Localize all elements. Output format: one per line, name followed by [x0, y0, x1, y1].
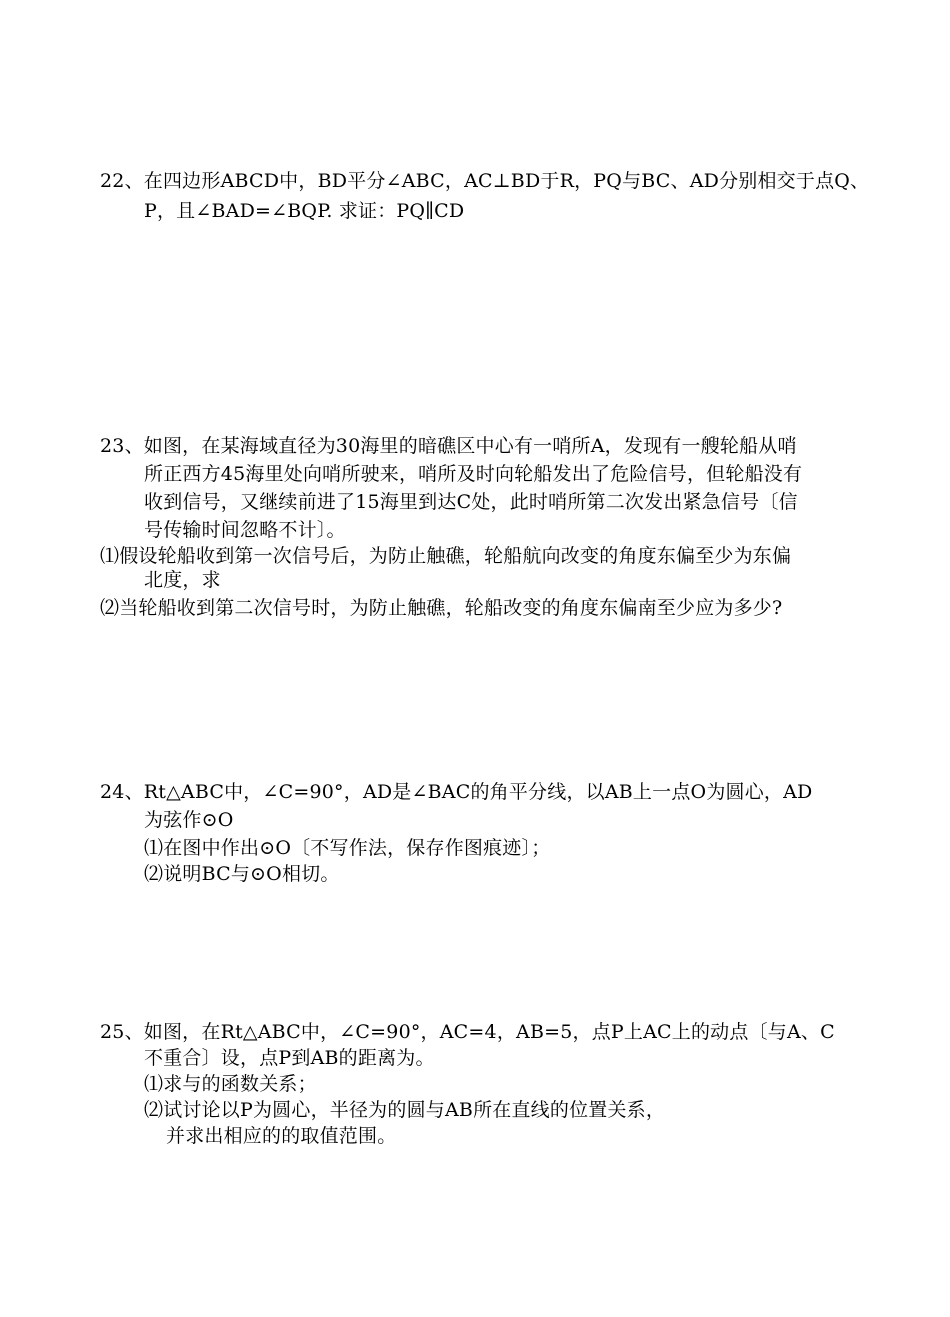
problem-23-line-4: 号传输时间忽略不计〕。: [144, 519, 346, 541]
problem-22-line-2: P，且∠BAD=∠BQP. 求证：PQ∥CD: [144, 200, 465, 222]
problem-25-part-1: ⑴求与的函数关系；: [144, 1073, 317, 1095]
problem-24-line-2: 为弦作⊙O: [144, 809, 234, 831]
problem-24-part-2: ⑵说明BC与⊙O相切。: [144, 863, 340, 885]
problem-22-line-1: 22、在四边形ABCD中，BD平分∠ABC，AC⊥BD于R，PQ与BC、AD分别相交于点Q、: [100, 170, 870, 192]
problem-23-part-1-cont: 北度，求: [144, 569, 221, 591]
problem-23-line-1: 23、如图，在某海域直径为30海里的暗礁区中心有一哨所A，发现有一艘轮船从哨: [100, 435, 797, 457]
problem-23-line-2: 所正西方45海里处向哨所驶来，哨所及时向轮船发出了危险信号，但轮船没有: [144, 463, 803, 485]
problem-25-line-1: 25、如图，在Rt△ABC中，∠C=90°，AC=4，AB=5，点P上AC上的动点〔与A、C: [100, 1021, 835, 1043]
problem-23-line-3: 收到信号，又继续前进了15海里到达C处，此时哨所第二次发出紧急信号〔信: [144, 491, 798, 513]
problem-23-part-1: ⑴假设轮船收到第一次信号后，为防止触礁，轮船航向改变的角度东偏至少为东偏: [100, 545, 792, 567]
problem-24-line-1: 24、Rt△ABC中，∠C=90°，AD是∠BAC的角平分线，以AB上一点O为圆心，AD: [100, 781, 813, 803]
problem-25-part-2: ⑵试讨论以P为圆心，半径为的圆与AB所在直线的位置关系，: [144, 1099, 666, 1121]
problem-23-part-2: ⑵当轮船收到第二次信号时，为防止触礁，轮船改变的角度东偏南至少应为多少?: [100, 597, 783, 619]
problem-24-part-1: ⑴在图中作出⊙O〔不写作法，保存作图痕迹〕；: [144, 837, 551, 859]
problem-25-part-2-cont: 并求出相应的的取值范围。: [166, 1125, 397, 1147]
problem-25-line-2: 不重合〕设，点P到AB的距离为。: [144, 1047, 435, 1069]
